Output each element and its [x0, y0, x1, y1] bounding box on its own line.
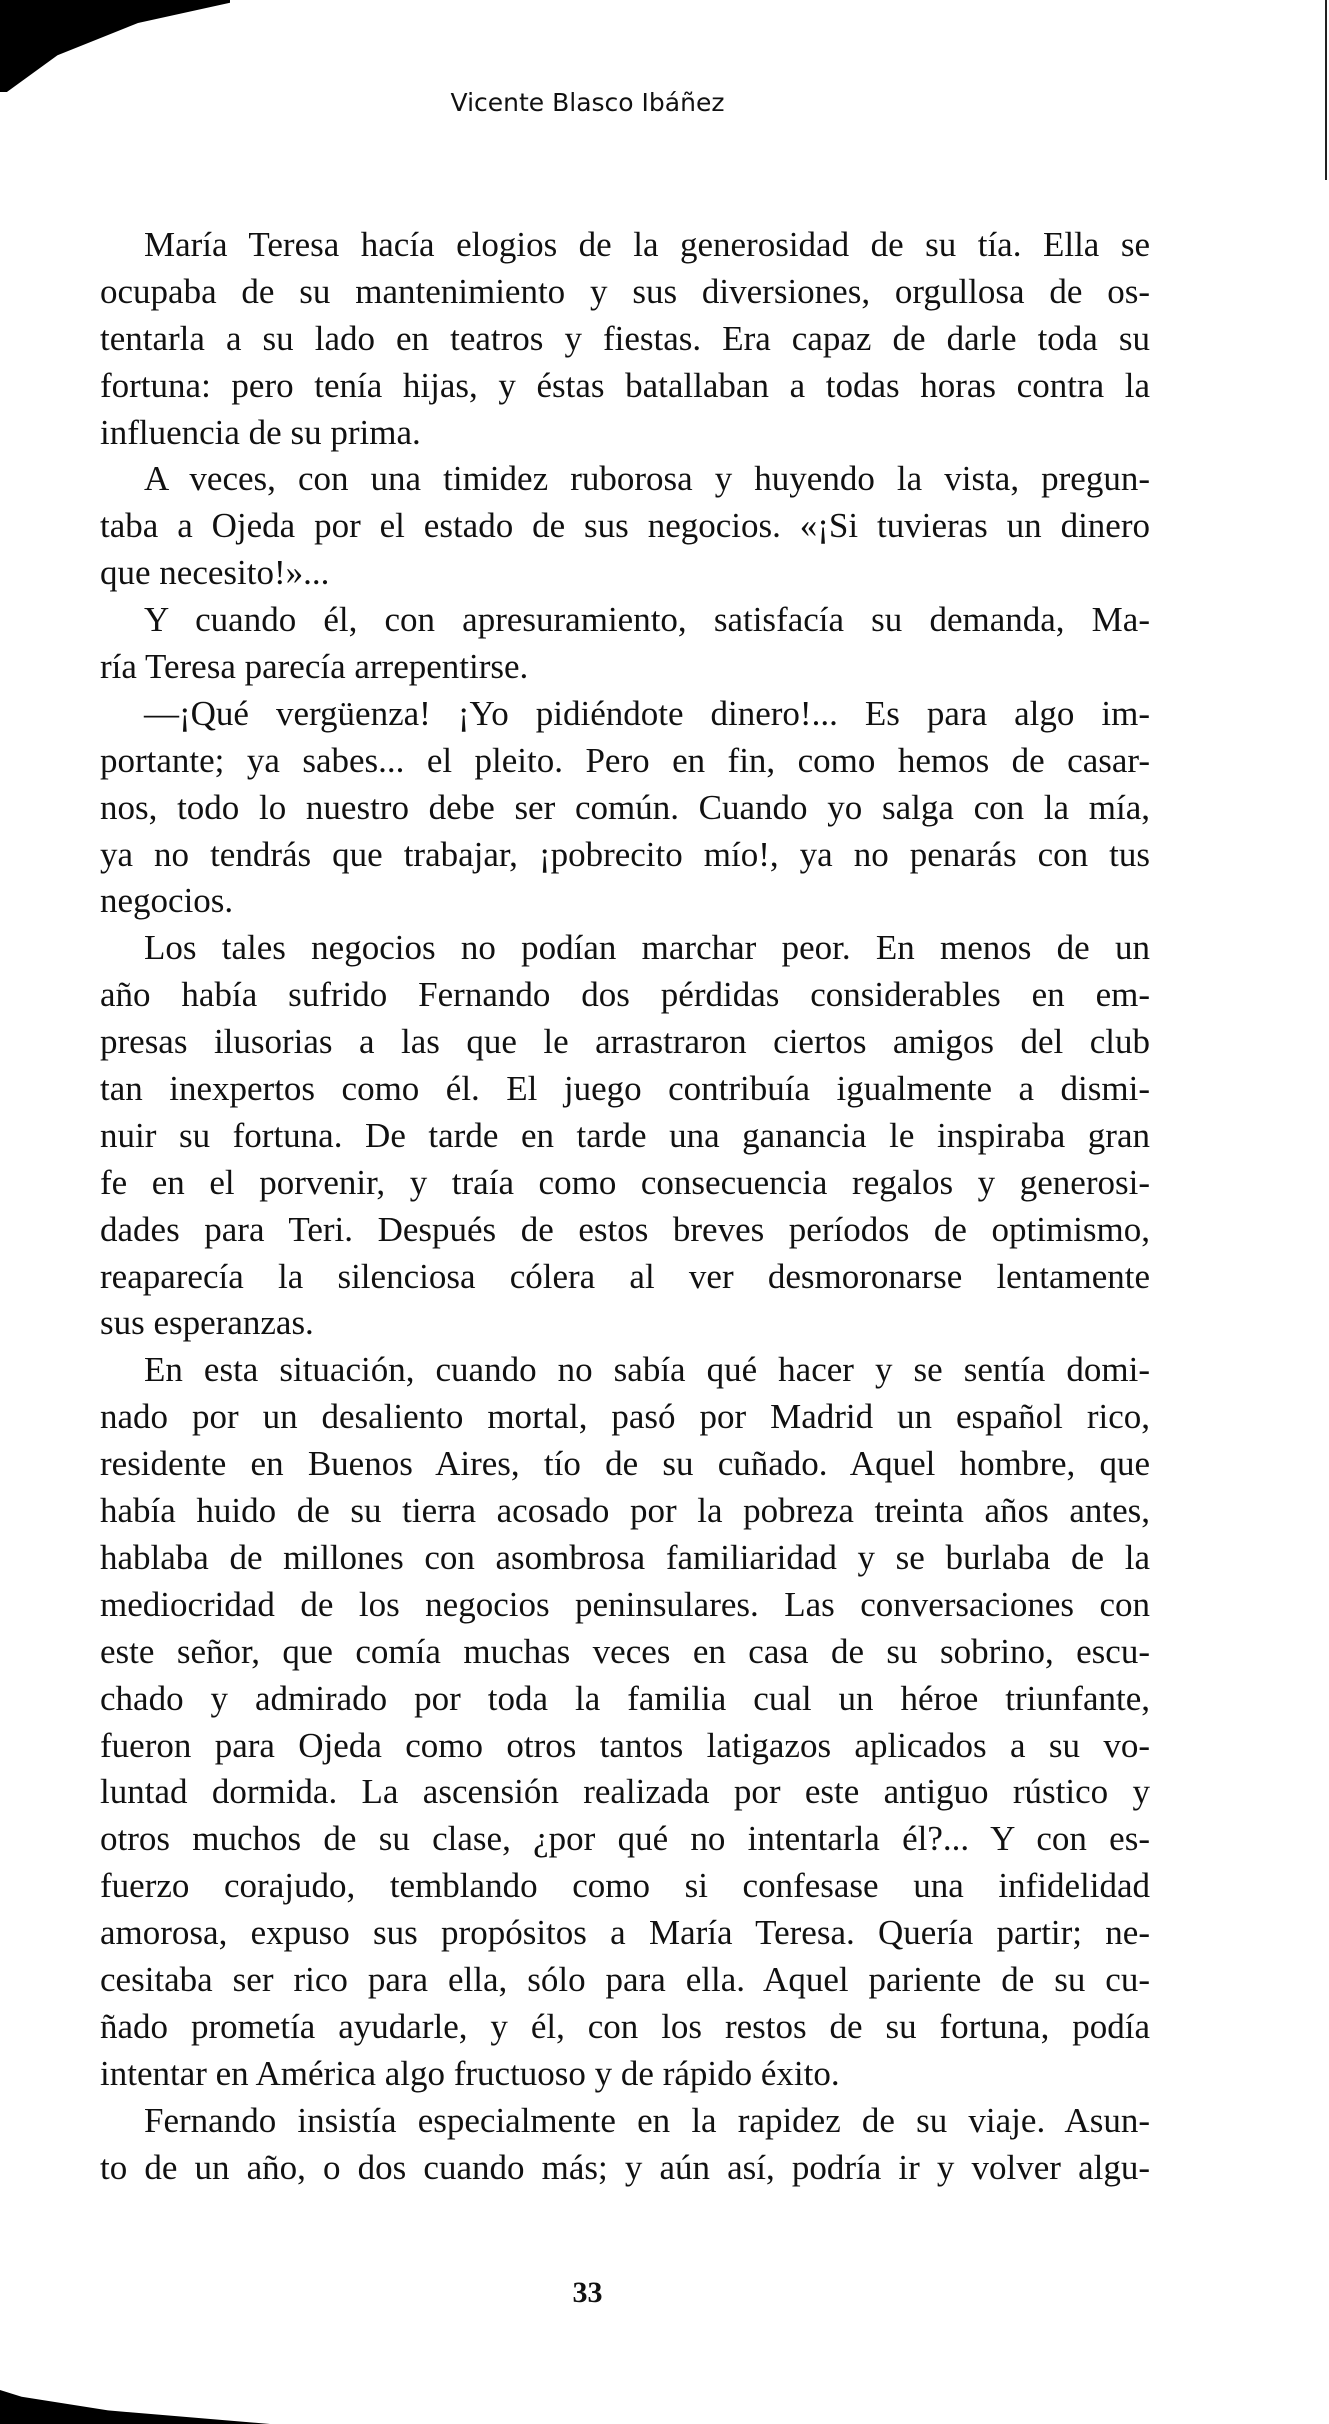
paragraph [100, 597, 1150, 691]
text-line: En esta situación, cuando no sabía qué hacer y se sentía domi- [144, 1350, 1150, 1390]
scan-shadow-bottom [0, 2390, 270, 2424]
paragraph [100, 456, 1150, 597]
text-line: tan inexpertos como él. El juego contribuía igualmente a dismi- [100, 1069, 1150, 1109]
scan-edge [1325, 0, 1327, 180]
paragraph [100, 691, 1150, 925]
text-line: nuir su fortuna. De tarde en tarde una ganancia le inspiraba gran [100, 1115, 1150, 1155]
text-line: ocupaba de su mantenimiento y sus diversiones, orgullosa de os- [100, 271, 1150, 311]
text-line: fueron para Ojeda como otros tantos latigazos aplicados a su vo- [100, 1725, 1150, 1765]
text-line: ñado prometía ayudarle, y él, con los restos de su fortuna, podía [100, 2006, 1150, 2046]
text-line: que necesito!»... [100, 553, 330, 593]
text-line: negocios. [100, 881, 234, 921]
text-line: amorosa, expuso sus propósitos a María Teresa. Quería partir; ne- [100, 1913, 1150, 1953]
text-line: otros muchos de su clase, ¿por qué no intentarla él?... Y con es- [100, 1819, 1150, 1859]
body-text [100, 222, 1150, 2191]
text-line: residente en Buenos Aires, tío de su cuñado. Aquel hombre, que [100, 1444, 1150, 1484]
paragraph [100, 1347, 1150, 2097]
paragraph [100, 925, 1150, 1347]
text-line: fe en el porvenir, y traía como consecuencia regalos y generosi- [100, 1162, 1150, 1202]
text-line: luntad dormida. La ascensión realizada por este antiguo rústico y [100, 1772, 1150, 1812]
text-line: portante; ya sabes... el pleito. Pero en fin, como hemos de casar- [100, 740, 1150, 780]
text-line: chado y admirado por toda la familia cual un héroe triunfante, [100, 1678, 1150, 1718]
page-number: 33 [572, 2276, 603, 2309]
text-line: Y cuando él, con apresuramiento, satisfacía su demanda, Ma- [144, 600, 1150, 640]
text-line: tentarla a su lado en teatros y fiestas. Era capaz de darle toda su [100, 318, 1150, 358]
text-line: A veces, con una timidez ruborosa y huyendo la vista, pregun- [144, 459, 1150, 499]
text-line: fuerzo corajudo, temblando como si confesase una infidelidad [100, 1866, 1150, 1906]
text-line: cesitaba ser rico para ella, sólo para ella. Aquel pariente de su cu- [100, 1959, 1150, 1999]
text-line: taba a Ojeda por el estado de sus negocios. «¡Si tuvieras un dinero [100, 506, 1150, 546]
scan-shadow-top [0, 0, 230, 92]
text-line: reaparecía la silenciosa cólera al ver desmoronarse lentamente [100, 1256, 1150, 1296]
text-line: ya no tendrás que trabajar, ¡pobrecito mío!, ya no penarás con tus [100, 834, 1150, 874]
text-line: fortuna: pero tenía hijas, y éstas batallaban a todas horas contra la [100, 365, 1150, 405]
text-line: to de un año, o dos cuando más; y aún así, podría ir y volver algu- [100, 2147, 1150, 2187]
text-line: presas ilusorias a las que le arrastraron ciertos amigos del club [100, 1022, 1150, 1062]
text-line: Los tales negocios no podían marchar peor. En menos de un [144, 928, 1150, 968]
paragraph [100, 222, 1150, 456]
text-line: nado por un desaliento mortal, pasó por Madrid un español rico, [100, 1397, 1150, 1437]
text-line: —¡Qué vergüenza! ¡Yo pidiéndote dinero!... Es para algo im- [144, 693, 1150, 733]
text-line: ría Teresa parecía arrepentirse. [100, 647, 529, 687]
text-line: sus esperanzas. [100, 1303, 314, 1343]
text-line: dades para Teri. Después de estos breves períodos de optimismo, [100, 1209, 1150, 1249]
text-line: María Teresa hacía elogios de la generosidad de su tía. Ella se [144, 225, 1150, 264]
text-line: hablaba de millones con asombrosa familiaridad y se burlaba de la [100, 1537, 1150, 1577]
text-line: intentar en América algo fructuoso y de rápido éxito. [100, 2053, 840, 2093]
text-line: nos, todo lo nuestro debe ser común. Cuando yo salga con la mía, [100, 787, 1150, 827]
text-line: había huido de su tierra acosado por la pobreza treinta años antes, [100, 1491, 1150, 1531]
text-line: año había sufrido Fernando dos pérdidas considerables en em- [100, 975, 1150, 1015]
text-line: influencia de su prima. [100, 412, 421, 452]
text-line: este señor, que comía muchas veces en casa de su sobrino, escu- [100, 1631, 1150, 1671]
text-line: mediocridad de los negocios peninsulares. Las conversaciones con [100, 1584, 1150, 1624]
running-header: Vicente Blasco Ibáñez [450, 88, 725, 117]
text-line: Fernando insistía especialmente en la rapidez de su viaje. Asun- [144, 2100, 1150, 2140]
paragraph [100, 2098, 1150, 2192]
